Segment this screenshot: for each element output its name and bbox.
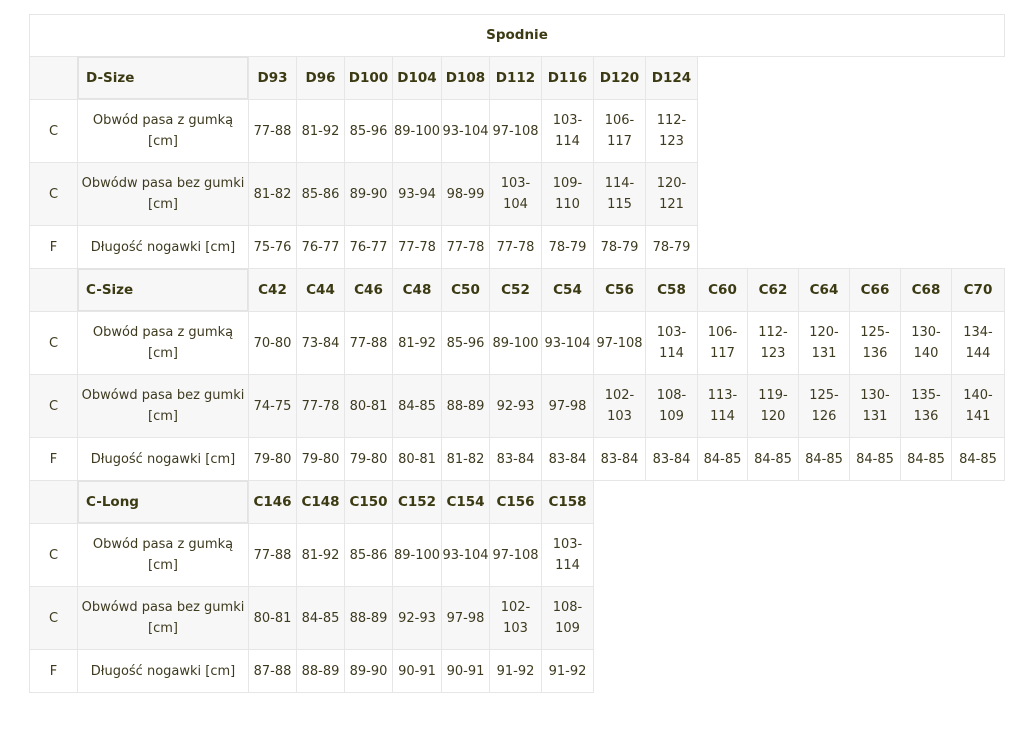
table-cell: 97-108 <box>489 523 542 587</box>
row-code: C <box>29 162 78 226</box>
row-code: F <box>29 225 78 269</box>
size-header: C50 <box>441 268 490 312</box>
row-label: Długość nogawki [cm] <box>77 225 249 269</box>
size-header: C158 <box>541 480 594 524</box>
table-cell: 102-103 <box>489 586 542 650</box>
row-code: C <box>29 311 78 375</box>
row-label: Długość nogawki [cm] <box>77 437 249 481</box>
table-cell: 81-82 <box>441 437 490 481</box>
table-cell: 103-114 <box>645 311 698 375</box>
table-cell: 84-85 <box>296 586 345 650</box>
table-cell: 77-78 <box>441 225 490 269</box>
table-cell: 93-104 <box>541 311 594 375</box>
table-cell: 113-114 <box>697 374 748 438</box>
table-cell: 76-77 <box>344 225 393 269</box>
size-header: C152 <box>392 480 442 524</box>
table-cell: 106-117 <box>697 311 748 375</box>
table-cell: 81-82 <box>248 162 297 226</box>
table-cell: 140-141 <box>951 374 1005 438</box>
row-code: C <box>29 99 78 163</box>
section-code-empty <box>29 268 78 312</box>
table-cell: 130-131 <box>849 374 901 438</box>
size-header: C56 <box>593 268 646 312</box>
size-header: C52 <box>489 268 542 312</box>
table-cell: 109-110 <box>541 162 594 226</box>
size-header: C54 <box>541 268 594 312</box>
table-cell: 89-100 <box>489 311 542 375</box>
table-cell: 120-121 <box>645 162 698 226</box>
table-cell: 91-92 <box>489 649 542 693</box>
table-cell: 89-90 <box>344 649 393 693</box>
table-cell: 80-81 <box>344 374 393 438</box>
size-header: C60 <box>697 268 748 312</box>
table-cell: 102-103 <box>593 374 646 438</box>
table-cell: 120-131 <box>798 311 850 375</box>
table-cell: 134-144 <box>951 311 1005 375</box>
table-cell: 77-78 <box>296 374 345 438</box>
table-cell: 125-136 <box>849 311 901 375</box>
table-cell: 84-85 <box>697 437 748 481</box>
table-cell: 91-92 <box>541 649 594 693</box>
table-cell: 78-79 <box>645 225 698 269</box>
size-header: D104 <box>392 56 442 100</box>
table-cell: 79-80 <box>344 437 393 481</box>
table-cell: 77-88 <box>248 99 297 163</box>
table-cell: 83-84 <box>541 437 594 481</box>
table-cell: 97-98 <box>541 374 594 438</box>
table-cell: 85-96 <box>441 311 490 375</box>
table-cell: 84-85 <box>747 437 799 481</box>
row-code: C <box>29 523 78 587</box>
table-cell: 70-80 <box>248 311 297 375</box>
size-header: C46 <box>344 268 393 312</box>
table-cell: 77-88 <box>344 311 393 375</box>
size-header: C64 <box>798 268 850 312</box>
table-cell: 103-104 <box>489 162 542 226</box>
row-code: C <box>29 374 78 438</box>
table-cell: 112-123 <box>645 99 698 163</box>
size-header: D124 <box>645 56 698 100</box>
table-cell: 92-93 <box>392 586 442 650</box>
size-header: C58 <box>645 268 698 312</box>
size-header: D116 <box>541 56 594 100</box>
size-header: D108 <box>441 56 490 100</box>
table-cell: 84-85 <box>849 437 901 481</box>
table-cell: 81-92 <box>296 99 345 163</box>
table-cell: 103-114 <box>541 523 594 587</box>
table-cell: 130-140 <box>900 311 952 375</box>
size-header: D112 <box>489 56 542 100</box>
size-header: C48 <box>392 268 442 312</box>
table-cell: 84-85 <box>392 374 442 438</box>
table-cell: 98-99 <box>441 162 490 226</box>
section-name: D-Size <box>77 56 249 100</box>
row-label: Obwódw pasa bez gumki [cm] <box>77 162 249 226</box>
table-cell: 79-80 <box>296 437 345 481</box>
table-cell: 80-81 <box>392 437 442 481</box>
table-cell: 73-84 <box>296 311 345 375</box>
table-cell: 88-89 <box>344 586 393 650</box>
size-header: C62 <box>747 268 799 312</box>
row-label: Obwówd pasa bez gumki [cm] <box>77 374 249 438</box>
table-cell: 119-120 <box>747 374 799 438</box>
table-cell: 81-92 <box>392 311 442 375</box>
table-cell: 88-89 <box>296 649 345 693</box>
size-header: C44 <box>296 268 345 312</box>
table-cell: 83-84 <box>593 437 646 481</box>
table-cell: 97-98 <box>441 586 490 650</box>
size-header: C70 <box>951 268 1005 312</box>
table-cell: 106-117 <box>593 99 646 163</box>
table-cell: 97-108 <box>593 311 646 375</box>
size-header: D120 <box>593 56 646 100</box>
section-name: C-Long <box>77 480 249 524</box>
size-header: C148 <box>296 480 345 524</box>
row-code: C <box>29 586 78 650</box>
row-label: Obwód pasa z gumką [cm] <box>77 523 249 587</box>
table-cell: 125-126 <box>798 374 850 438</box>
table-cell: 108-109 <box>645 374 698 438</box>
size-header: C146 <box>248 480 297 524</box>
table-cell: 89-90 <box>344 162 393 226</box>
table-cell: 92-93 <box>489 374 542 438</box>
table-cell: 135-136 <box>900 374 952 438</box>
table-cell: 78-79 <box>541 225 594 269</box>
row-label: Obwód pasa z gumką [cm] <box>77 311 249 375</box>
table-cell: 77-78 <box>392 225 442 269</box>
table-title: Spodnie <box>29 14 1005 57</box>
size-header: C42 <box>248 268 297 312</box>
table-cell: 97-108 <box>489 99 542 163</box>
row-label: Długość nogawki [cm] <box>77 649 249 693</box>
table-cell: 87-88 <box>248 649 297 693</box>
table-cell: 76-77 <box>296 225 345 269</box>
table-cell: 112-123 <box>747 311 799 375</box>
table-cell: 85-86 <box>344 523 393 587</box>
table-cell: 88-89 <box>441 374 490 438</box>
table-cell: 81-92 <box>296 523 345 587</box>
section-code-empty <box>29 480 78 524</box>
row-label: Obwód pasa z gumką [cm] <box>77 99 249 163</box>
row-label: Obwówd pasa bez gumki [cm] <box>77 586 249 650</box>
table-cell: 85-96 <box>344 99 393 163</box>
size-header: D96 <box>296 56 345 100</box>
table-cell: 114-115 <box>593 162 646 226</box>
size-header: C156 <box>489 480 542 524</box>
table-cell: 84-85 <box>951 437 1005 481</box>
size-header: C150 <box>344 480 393 524</box>
table-cell: 78-79 <box>593 225 646 269</box>
table-cell: 74-75 <box>248 374 297 438</box>
table-cell: 103-114 <box>541 99 594 163</box>
table-cell: 108-109 <box>541 586 594 650</box>
table-cell: 89-100 <box>392 99 442 163</box>
size-header: C154 <box>441 480 490 524</box>
section-code-empty <box>29 56 78 100</box>
row-code: F <box>29 437 78 481</box>
table-cell: 89-100 <box>392 523 442 587</box>
table-cell: 77-78 <box>489 225 542 269</box>
table-cell: 93-104 <box>441 99 490 163</box>
size-header: D100 <box>344 56 393 100</box>
table-cell: 77-88 <box>248 523 297 587</box>
size-header: C66 <box>849 268 901 312</box>
table-cell: 85-86 <box>296 162 345 226</box>
table-cell: 90-91 <box>441 649 490 693</box>
size-header: C68 <box>900 268 952 312</box>
table-cell: 80-81 <box>248 586 297 650</box>
section-name: C-Size <box>77 268 249 312</box>
table-cell: 75-76 <box>248 225 297 269</box>
table-cell: 83-84 <box>645 437 698 481</box>
table-cell: 83-84 <box>489 437 542 481</box>
row-code: F <box>29 649 78 693</box>
table-cell: 79-80 <box>248 437 297 481</box>
size-header: D93 <box>248 56 297 100</box>
table-cell: 93-104 <box>441 523 490 587</box>
table-cell: 93-94 <box>392 162 442 226</box>
table-cell: 90-91 <box>392 649 442 693</box>
table-cell: 84-85 <box>798 437 850 481</box>
table-cell: 84-85 <box>900 437 952 481</box>
